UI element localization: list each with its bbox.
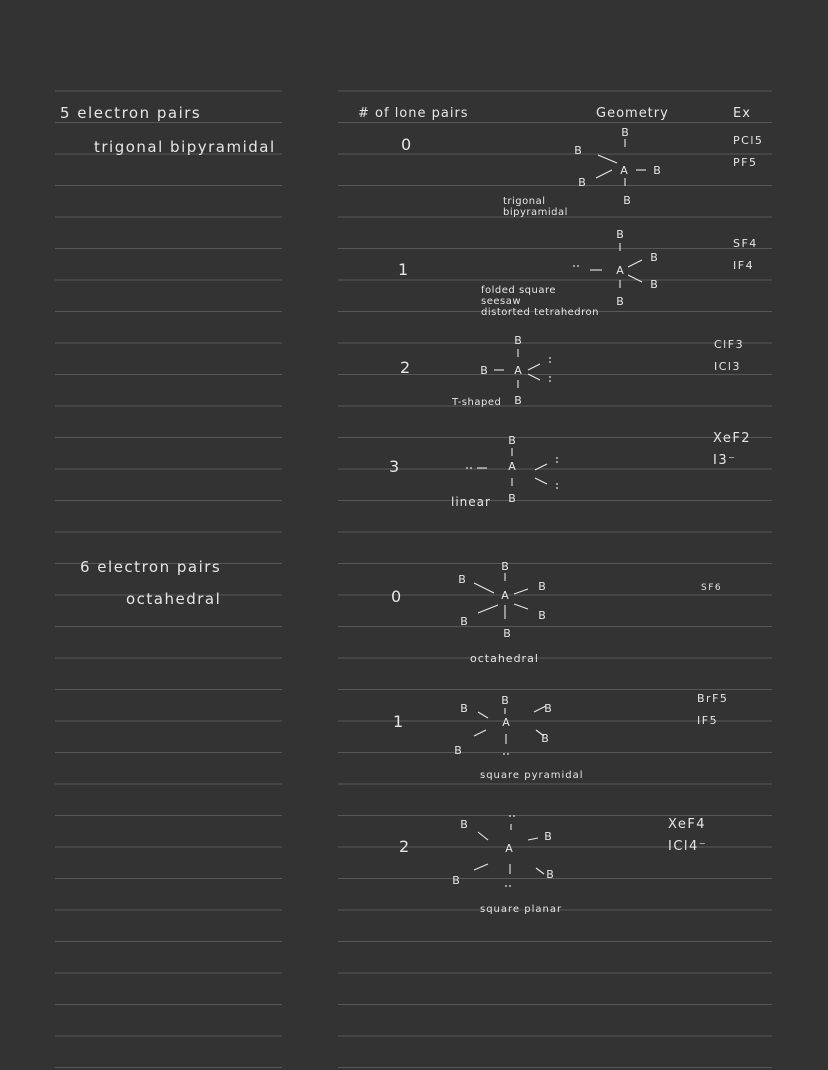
atom-b: B xyxy=(621,126,629,139)
shape-name-row-1: trigonal bipyramidal xyxy=(503,196,568,218)
lone-pair-dot xyxy=(503,753,505,755)
lone-pair-dot xyxy=(470,467,472,469)
atom-b: B xyxy=(514,334,522,347)
molecule-square-pyramidal xyxy=(448,688,568,768)
molecule-seesaw xyxy=(560,222,680,308)
bond-line xyxy=(535,464,547,470)
atom-b: B xyxy=(538,580,546,593)
lone-pairs-row-4: 3 xyxy=(389,457,400,476)
lone-pair-dot xyxy=(549,376,551,378)
bond-line xyxy=(474,583,494,593)
header-geometry: Geometry xyxy=(596,106,669,121)
atom-b: B xyxy=(460,615,468,628)
examples-row-3: ClF3 ICl3 xyxy=(714,338,745,373)
atom-b: B xyxy=(650,278,658,291)
bond-line xyxy=(478,832,488,840)
lone-pairs-row-6: 1 xyxy=(393,712,404,731)
examples-row-1: PCl5 PF5 xyxy=(733,134,764,169)
atom-b: B xyxy=(454,744,462,757)
atom-b: B xyxy=(623,194,631,207)
lone-pair-dot xyxy=(509,885,511,887)
shape-name-row-2: folded square seesaw distorted tetrahedron xyxy=(481,285,600,318)
lone-pair-dot xyxy=(549,380,551,382)
lone-pair-dot xyxy=(507,753,509,755)
examples-row-7: XeF4 ICl4⁻ xyxy=(668,817,708,854)
bond-line xyxy=(478,712,488,718)
bond-line xyxy=(628,260,642,267)
lone-pair-dot xyxy=(556,483,558,485)
atom-b: B xyxy=(501,560,509,573)
atom-b: B xyxy=(546,868,554,881)
bond-line xyxy=(536,868,544,874)
shape-name-row-7: square planar xyxy=(480,904,563,915)
atom-b: B xyxy=(508,492,516,505)
bond-line xyxy=(474,864,488,870)
section-count-6: 6 electron pairs xyxy=(80,558,222,576)
header-example: Ex xyxy=(733,106,751,121)
atom-a: A xyxy=(514,364,522,377)
atom-b: B xyxy=(460,702,468,715)
molecule-square-planar xyxy=(448,812,568,892)
bond-line xyxy=(528,364,540,370)
lone-pair-dot xyxy=(505,885,507,887)
section-name-trigonal-bipyramidal: trigonal bipyramidal xyxy=(94,138,276,156)
lone-pairs-row-3: 2 xyxy=(400,358,411,377)
atom-b: B xyxy=(501,694,509,707)
atom-b: B xyxy=(616,295,624,308)
atom-b: B xyxy=(574,144,582,157)
shape-name-row-5: octahedral xyxy=(470,652,539,665)
shape-name-row-3: T-shaped xyxy=(452,397,502,408)
section-count-5: 5 electron pairs xyxy=(60,104,202,122)
atom-a: A xyxy=(502,716,510,729)
atom-b: B xyxy=(480,364,488,377)
bond-line xyxy=(535,478,547,484)
atom-a: A xyxy=(620,164,628,177)
lone-pair-dot xyxy=(509,815,511,817)
shape-name-row-4: linear xyxy=(451,495,491,509)
atom-b: B xyxy=(460,818,468,831)
bond-line xyxy=(514,589,528,594)
atom-b: B xyxy=(616,228,624,241)
section-name-octahedral: octahedral xyxy=(126,590,222,608)
atom-b: B xyxy=(541,732,549,745)
lone-pairs-row-1: 0 xyxy=(401,135,412,154)
atom-b: B xyxy=(452,874,460,887)
atom-b: B xyxy=(514,394,522,407)
lone-pairs-row-2: 1 xyxy=(398,260,409,279)
examples-row-2: SF4 IF4 xyxy=(733,237,758,272)
lone-pair-dot xyxy=(556,457,558,459)
atom-a: A xyxy=(501,589,509,602)
lone-pair-dot xyxy=(549,361,551,363)
bond-line xyxy=(598,155,617,163)
atom-b: B xyxy=(508,434,516,447)
lone-pair-dot xyxy=(556,487,558,489)
examples-row-6: BrF5 IF5 xyxy=(697,692,729,727)
bond-line xyxy=(628,275,642,282)
examples-row-5: SF6 xyxy=(701,583,723,593)
bond-line xyxy=(596,170,612,178)
bond-line xyxy=(478,605,498,613)
lone-pair-dot xyxy=(549,357,551,359)
lone-pair-dot xyxy=(556,461,558,463)
atom-b: B xyxy=(538,609,546,622)
atom-b: B xyxy=(544,702,552,715)
atom-b: B xyxy=(458,573,466,586)
atom-b: B xyxy=(503,627,511,640)
molecule-linear xyxy=(455,428,575,508)
header-lone-pairs: # of lone pairs xyxy=(358,106,469,121)
atom-b: B xyxy=(544,830,552,843)
lone-pair-dot xyxy=(577,265,579,267)
bond-line xyxy=(514,604,528,609)
shape-name-row-6: square pyramidal xyxy=(480,770,584,781)
lone-pair-dot xyxy=(573,265,575,267)
lone-pair-dot xyxy=(513,815,515,817)
atom-b: B xyxy=(578,176,586,189)
lone-pairs-row-7: 2 xyxy=(399,837,410,856)
bond-line xyxy=(528,838,538,840)
molecule-t-shaped xyxy=(470,330,590,410)
atom-a: A xyxy=(508,460,516,473)
atom-a: A xyxy=(616,264,624,277)
atom-b: B xyxy=(653,164,661,177)
molecule-octahedral xyxy=(448,553,568,640)
bond-line xyxy=(474,730,486,736)
bond-line xyxy=(528,374,540,380)
molecule-trigonal-bipyramidal xyxy=(560,122,680,207)
lone-pairs-row-5: 0 xyxy=(391,587,402,606)
atom-b: B xyxy=(650,251,658,264)
atom-a: A xyxy=(505,842,513,855)
examples-row-4: XeF2 I3⁻ xyxy=(713,431,752,468)
lone-pair-dot xyxy=(466,467,468,469)
